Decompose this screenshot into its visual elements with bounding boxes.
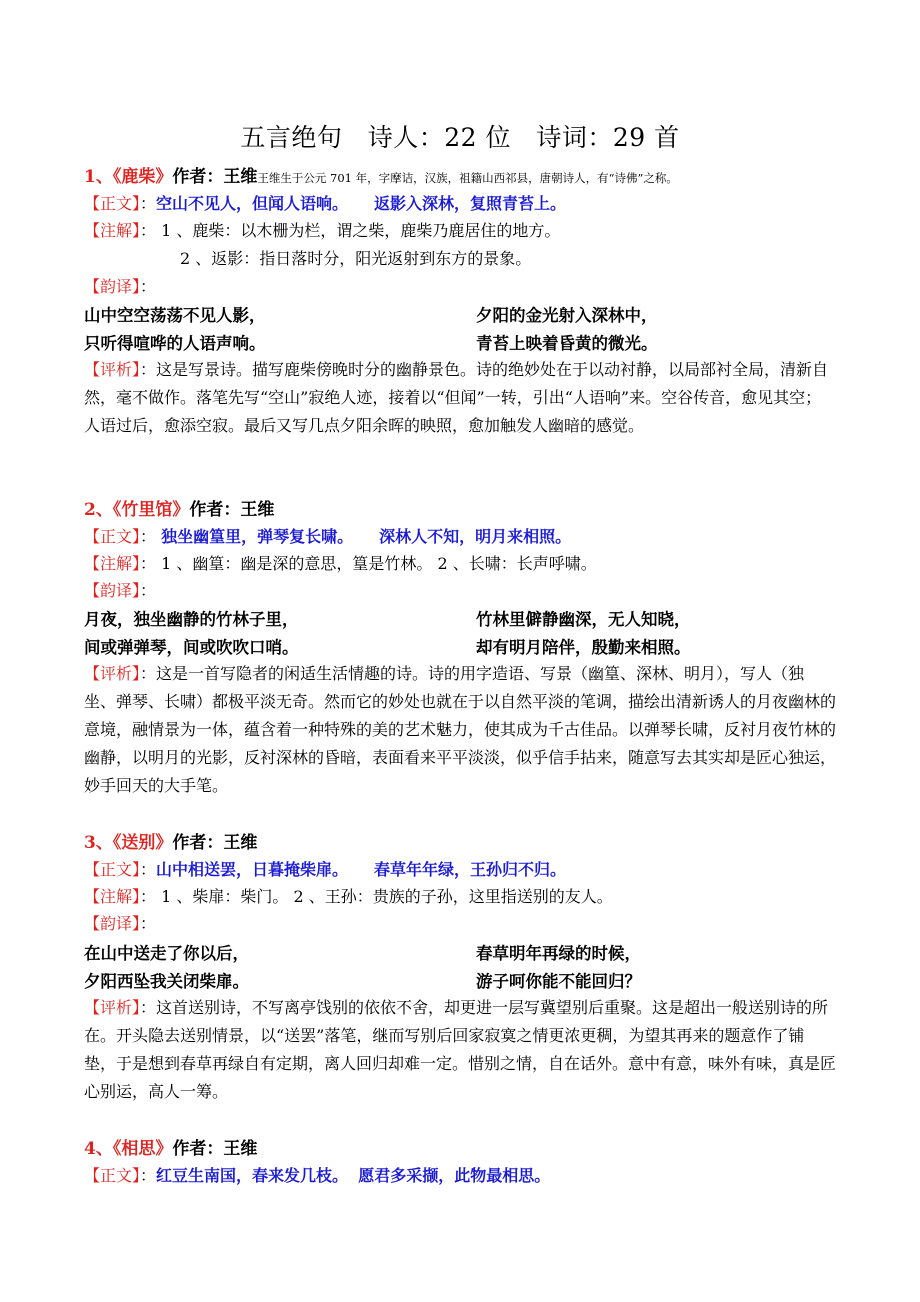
poem-1-translation-2a: 只听得喧哗的人语声响。 (84, 334, 266, 353)
poem-1-text-a: 空山不见人，但闻人语响。 (156, 194, 349, 213)
poem-1-translation-2b: 青苔上映着昏黄的微光。 (476, 334, 658, 353)
poem-3-text: 【正文】：山中相送罢，日暮掩柴扉。 春草年年绿，王孙归不归。 (84, 860, 567, 879)
poem-3-translation-2a: 夕阳西坠我关闭柴扉。 (84, 972, 249, 991)
poem-4-number: 4、 (84, 1139, 113, 1159)
poem-1-text: 【正文】：空山不见人，但闻人语响。 返影入深林，复照青苔上。 (84, 194, 567, 213)
poem-3-title: 《送别》 (112, 833, 173, 853)
poem-2-author: 作者：王维 (189, 500, 275, 520)
label-pingxi: 【评析】 (84, 360, 141, 379)
poem-2-translation-2b: 却有明月陪伴，殷勤来相照。 (476, 638, 691, 657)
label-yunyi: 【韵译】 (84, 277, 141, 296)
poem-2-notes: 【注解】： 1 、幽篁：幽是深的意思，篁是竹林。 2 、长啸：长声呼啸。 (84, 554, 597, 573)
poem-3-analysis: 【评析】：这首送别诗，不写离亭饯别的依依不舍，却更进一层写冀望别后重聚。这是超出一般送别诗的所在。开头隐去送别情景，以“送罢”落笔，继而写别后回家寂寞之情更浓更稠，为望其再来的题意作了铺垫，于是想到春草再绿自有定期，离人回归却难一定。惜别之情，自在话外。意中有意，味外有味，真是匠心别运，高人一筹。 (84, 998, 837, 1101)
poem-4-title: 《相思》 (112, 1139, 173, 1159)
poem-3-analysis-text: 这首送别诗，不写离亭饯别的依依不舍，却更进一层写冀望别后重聚。这是超出一般送别诗的所在。开头隐去送别情景，以“送罢”落笔，继而写别后回家寂寞之情更浓更稠，为望其再来的题意作了铺垫，于是想到春草再绿自有定期，离人回归却难一定。惜别之情，自在话外。意中有意，味外有味，真是匠心别运，高人一筹。 (84, 998, 837, 1101)
poem-3-text-a: 山中相送罢，日暮掩柴扉。 (156, 860, 349, 879)
poem-1-number: 1、 (84, 167, 113, 187)
poem-1-title: 《鹿柴》 (112, 167, 173, 187)
poem-2-translation-1a: 月夜，独坐幽静的竹林子里， (84, 610, 299, 629)
poem-1-analysis-text: 这是写景诗。描写鹿柴傍晚时分的幽静景色。诗的绝妙处在于以动衬静，以局部衬全局，清新自然，毫不做作。落笔先写“空山”寂绝人迹，接着以“但闻”一转，引出“人语响”来。空谷传音，愈见其空；人语过后，愈添空寂。最后又写几点夕阳余晖的映照，愈加触发人幽暗的感觉。 (84, 360, 829, 435)
poem-3-text-b: 春草年年绿，王孙归不归。 (374, 860, 567, 879)
poem-1-heading (84, 164, 678, 191)
poem-1-text-b: 返影入深林，复照青苔上。 (374, 194, 567, 213)
poem-2-heading (84, 497, 274, 523)
poem-3-note-1: 1 、柴扉：柴门。 2 、王孙：贵族的子孙，这里指送别的友人。 (161, 887, 613, 906)
poem-1-analysis: 【评析】：这是写景诗。描写鹿柴傍晚时分的幽静景色。诗的绝妙处在于以动衬静，以局部衬全局，清新自然，毫不做作。落笔先写“空山”寂绝人迹，接着以“但闻”一转，引出“人语响”来。空谷传音，愈见其空；人语过后，愈添空寂。最后又写几点夕阳余晖的映照，愈加触发人幽暗的感觉。 (84, 360, 829, 435)
poem-4-heading (84, 1136, 257, 1162)
poem-4-author: 作者：王维 (172, 1139, 258, 1159)
poem-1-note-1: 1 、鹿柴：以木栅为栏，谓之柴，鹿柴乃鹿居住的地方。 (161, 221, 561, 240)
poem-1-notes: 【注解】： 1 、鹿柴：以木栅为栏，谓之柴，鹿柴乃鹿居住的地方。 (84, 221, 561, 240)
poem-3-number: 3、 (84, 833, 113, 853)
poem-2-note-1: 1 、幽篁：幽是深的意思，篁是竹林。 2 、长啸：长声呼啸。 (161, 554, 597, 573)
poem-2-yunyi: 【韵译】： (84, 581, 157, 600)
poem-1-translation-1a: 山中空空荡荡不见人影， (84, 306, 266, 325)
poem-1-author: 作者：王维 (172, 167, 258, 187)
poem-2-text-b: 深林人不知，明月来相照。 (379, 527, 572, 546)
poem-3-yunyi: 【韵译】： (84, 914, 157, 933)
poem-1-note-2: 2 、返影：指日落时分，阳光返射到东方的景象。 (180, 249, 532, 268)
poem-3-heading (84, 830, 257, 856)
poem-2-text: 【正文】： 独坐幽篁里，弹琴复长啸。 深林人不知，明月来相照。 (84, 527, 572, 546)
poem-2-text-a: 独坐幽篁里，弹琴复长啸。 (161, 527, 354, 546)
poem-3-translation-2b: 游子呵你能不能回归？ (476, 972, 641, 991)
poem-1-yunyi: 【韵译】： (84, 277, 157, 296)
poem-2-translation-1b: 竹林里僻静幽深，无人知晓， (476, 610, 691, 629)
poem-4-text-b: 愿君多采撷，此物最相思。 (358, 1166, 551, 1185)
page-title: 五言绝句 诗人：22 位 诗词：29 首 (240, 123, 680, 152)
poem-4-text-a: 红豆生南国，春来发几枝。 (156, 1166, 349, 1185)
poem-1-translation-1b: 夕阳的金光射入深林中， (476, 306, 658, 325)
poem-3-translation-1a: 在山中送走了你以后， (84, 944, 249, 963)
poem-3-author: 作者：王维 (172, 833, 258, 853)
poem-3-notes: 【注解】： 1 、柴扉：柴门。 2 、王孙：贵族的子孙，这里指送别的友人。 (84, 887, 613, 906)
poem-2-translation-2a: 间或弹弹琴，间或吹吹口哨。 (84, 638, 299, 657)
poem-4-text: 【正文】：红豆生南国，春来发几枝。 愿君多采撷，此物最相思。 (84, 1166, 551, 1185)
poem-2-title: 《竹里馆》 (112, 500, 190, 520)
poem-2-analysis-text: 这是一首写隐者的闲适生活情趣的诗。诗的用字造语、写景（幽篁、深林、明月），写人（独坐、弹琴、长啸）都极平淡无奇。然而它的妙处也就在于以自然平淡的笔调，描绘出清新诱人的月夜幽林的意境，融情景为一体，蕴含着一种特殊的美的艺术魅力，使其成为千古佳品。以弹琴长啸，反衬月夜竹林的幽静，以明月的光影，反衬深林的昏暗，表面看来平平淡淡，似乎信手拈来，随意写去其实却是匠心独运，妙手回天的大手笔。 (84, 664, 837, 795)
poem-1-author-note: 王维生于公元 701 年，字摩诘，汉族，祖籍山西祁县，唐朝诗人，有“诗佛”之称。 (257, 171, 678, 185)
poem-2-analysis: 【评析】：这是一首写隐者的闲适生活情趣的诗。诗的用字造语、写景（幽篁、深林、明月），写人（独坐、弹琴、长啸）都极平淡无奇。然而它的妙处也就在于以自然平淡的笔调，描绘出清新诱人的月夜幽林的意境，融情景为一体，蕴含着一种特殊的美的艺术魅力，使其成为千古佳品。以弹琴长啸，反衬月夜竹林的幽静，以明月的光影，反衬深林的昏暗，表面看来平平淡淡，似乎信手拈来，随意写去其实却是匠心独运，妙手回天的大手笔。 (84, 664, 837, 795)
poem-3-translation-1b: 春草明年再绿的时候， (476, 944, 641, 963)
label-zhujie: 【注解】 (84, 221, 141, 240)
poem-2-number: 2、 (84, 500, 113, 520)
label-zhengwen: 【正文】 (84, 194, 141, 213)
